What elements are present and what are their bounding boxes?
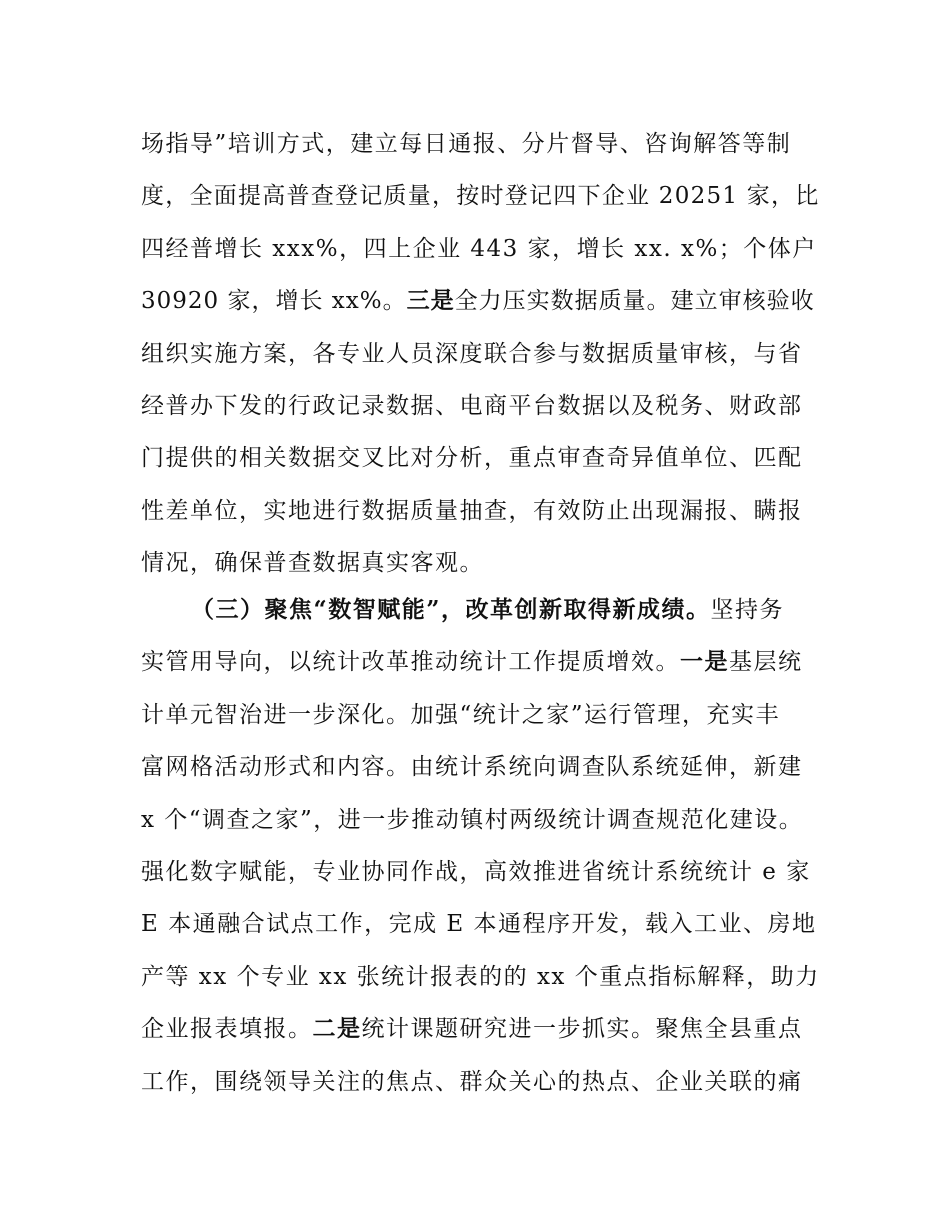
text-run: 全力压实数据质量。建立审核验收 [454, 288, 815, 315]
text-run: 产等 xx 个专业 xx 张统计报表的的 xx 个重点指标解释，助力 [141, 963, 820, 990]
text-line [141, 636, 821, 688]
text-run: 基层统 [729, 649, 803, 676]
text-run: 情况，确保普查数据真实客观。 [141, 550, 484, 577]
text-line [141, 170, 821, 222]
text-line [141, 380, 821, 432]
text-line [141, 741, 821, 793]
text-line [141, 223, 821, 275]
text-run: 富网格活动形式和内容。由统计系统向调查队系统延伸，新建 [141, 754, 803, 781]
text-run: 强化数字赋能，专业协同作战，高效推进省统计系统统计 e 家 [141, 858, 811, 885]
text-run: 门提供的相关数据交叉比对分析，重点审查奇异值单位、匹配 [141, 445, 803, 472]
bold-ordinal: 三是 [406, 287, 455, 315]
text-line [141, 898, 821, 950]
text-line [141, 432, 821, 484]
text-run: 坚持务 [710, 597, 784, 623]
text-line [141, 275, 821, 327]
text-line [141, 846, 821, 898]
text-line [141, 537, 821, 589]
text-run: 企业报表填报。 [141, 1016, 313, 1043]
text-run: 统计课题研究进一步抓实。聚焦全县重点 [361, 1016, 803, 1043]
text-line [141, 1056, 821, 1108]
text-run: 工作，围绕领导关注的焦点、群众关心的热点、企业关联的痛 [141, 1068, 803, 1095]
text-run: 性差单位，实地进行数据质量抽查，有效防止出现漏报、瞒报 [141, 497, 803, 524]
text-line [141, 689, 821, 741]
text-run: 经普办下发的行政记录数据、电商平台数据以及税务、财政部 [141, 392, 803, 419]
text-line [141, 1003, 821, 1055]
text-run: x 个“调查之家”，进一步推动镇村两级统计调查规范化建设。 [141, 806, 804, 833]
bold-ordinal: 二是 [312, 1015, 362, 1043]
text-line [141, 485, 821, 537]
text-line [141, 794, 821, 846]
text-run: 四经普增长 xxx%，四上企业 443 家，增长 xx. x%；个体户 [141, 235, 817, 262]
text-run: 实管用导向，以统计改革推动统计工作提质增效。 [141, 649, 680, 676]
paragraph-census-quality [141, 118, 821, 590]
text-run: E 本通融合试点工作，完成 E 本通程序开发，载入工业、房地 [141, 911, 817, 938]
text-line [141, 951, 821, 1003]
paragraph-digital-empowerment [141, 584, 821, 1108]
section-heading-line [141, 584, 821, 636]
text-run: 计单元智治进一步深化。加强“统计之家”运行管理，充实丰 [141, 701, 781, 728]
text-run: 场指导”培训方式，建立每日通报、分片督导、咨询解答等制 [141, 131, 792, 157]
bold-ordinal: 一是 [680, 648, 729, 676]
text-run: 组织实施方案，各专业人员深度联合参与数据质量审核，与省 [141, 340, 803, 367]
text-line [141, 328, 821, 380]
section-heading: （三）聚焦“数智赋能”，改革创新取得新成绩。 [191, 596, 711, 623]
text-run: 30920 家，增长 xx%。 [141, 288, 407, 315]
text-run: 度，全面提高普查登记质量，按时登记四下企业 20251 家，比 [141, 183, 820, 210]
text-line [141, 118, 821, 170]
